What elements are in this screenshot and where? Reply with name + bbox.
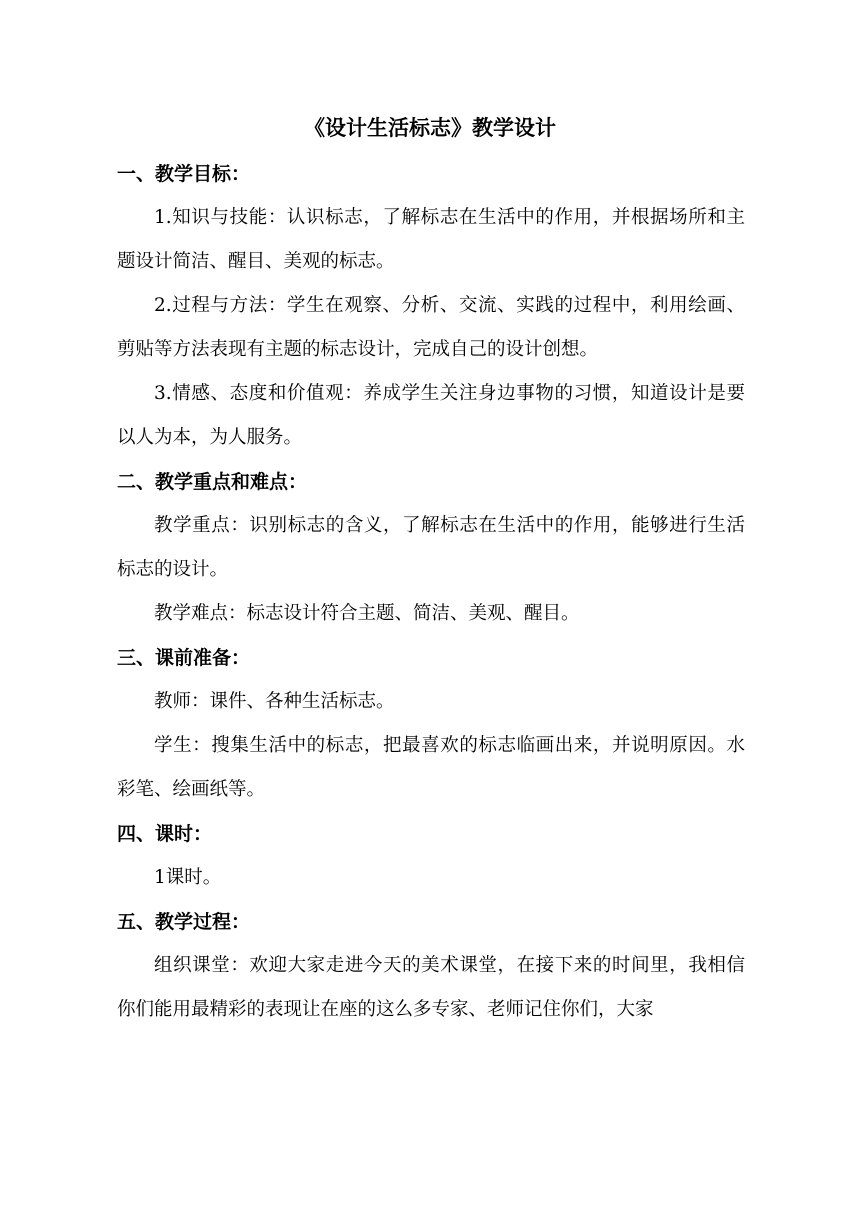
- document-body: [117, 152, 745, 1032]
- paragraph: 学生：搜集生活中的标志，把最喜欢的标志临画出来，并说明原因。水彩笔、绘画纸等。: [117, 735, 745, 800]
- section-heading: 三、课前准备：: [117, 647, 251, 669]
- paragraph: 教师：课件、各种生活标志。: [154, 691, 395, 712]
- section-heading: 五、教学过程：: [117, 911, 251, 933]
- section-key-points: [117, 460, 745, 636]
- section-teaching-objectives: [117, 152, 745, 460]
- section-teaching-process: [117, 900, 745, 1032]
- paragraph: 1.知识与技能：认识标志，了解标志在生活中的作用，并根据场所和主题设计简洁、醒目、美观的标志。: [117, 207, 745, 272]
- section-heading: 四、课时：: [117, 823, 213, 845]
- paragraph: 教学重点：识别标志的含义，了解标志在生活中的作用，能够进行生活标志的设计。: [117, 515, 745, 580]
- section-heading: 一、教学目标：: [117, 163, 251, 185]
- paragraph: 1课时。: [154, 867, 222, 888]
- paragraph: 3.情感、态度和价值观：养成学生关注身边事物的习惯，知道设计是要以人为本，为人服务。: [117, 383, 745, 448]
- section-preparation: [117, 636, 745, 812]
- document-title: 《设计生活标志》教学设计: [304, 115, 556, 140]
- paragraph: 2.过程与方法：学生在观察、分析、交流、实践的过程中，利用绘画、剪贴等方法表现有主题的标志设计，完成自己的设计创想。: [117, 295, 745, 360]
- paragraph: 组织课堂：欢迎大家走进今天的美术课堂，在接下来的时间里，我相信你们能用最精彩的表现让在座的这么多专家、老师记住你们，大家: [117, 955, 745, 1020]
- paragraph: 教学难点：标志设计符合主题、简洁、美观、醒目。: [154, 603, 580, 624]
- section-class-hours: [117, 812, 745, 900]
- section-heading: 二、教学重点和难点：: [117, 471, 308, 493]
